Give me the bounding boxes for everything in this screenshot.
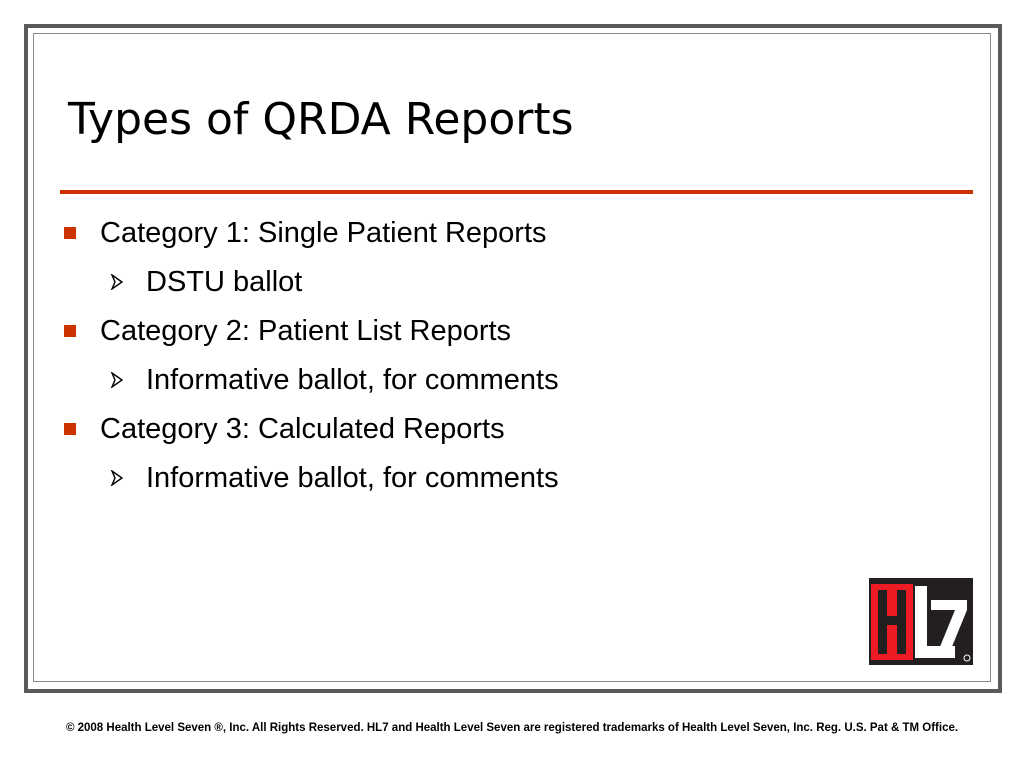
arrow-bullet-icon (110, 274, 124, 290)
square-bullet-icon (64, 325, 76, 337)
square-bullet-icon (64, 423, 76, 435)
bullet-text: Category 2: Patient List Reports (100, 315, 512, 347)
bullet-item (100, 213, 547, 253)
arrow-bullet-icon (110, 372, 124, 388)
bullet-text: Category 3: Calculated Reports (100, 413, 505, 445)
sub-bullet-text: DSTU ballot (146, 266, 303, 298)
hl7-logo (869, 578, 973, 665)
bullet-item (100, 311, 511, 351)
sub-bullet-item (146, 262, 302, 302)
slide-title: Types of QRDA Reports (68, 94, 574, 145)
hl7-logo-icon (869, 578, 973, 665)
sub-bullet-item (146, 360, 559, 400)
bullet-item (100, 409, 505, 449)
sub-bullet-text: Informative ballot, for comments (146, 364, 559, 396)
bullet-text: Category 1: Single Patient Reports (100, 217, 547, 249)
arrow-bullet-icon (110, 470, 124, 486)
sub-bullet-text: Informative ballot, for comments (146, 462, 559, 494)
title-divider (60, 190, 973, 194)
copyright-footer: © 2008 Health Level Seven ®, Inc. All Rights Reserved. HL7 and Health Level Seven are registered trademarks of Health Level Seven, Inc. Reg. U.S. Pat & TM Office. (65, 722, 959, 734)
sub-bullet-item (146, 458, 559, 498)
square-bullet-icon (64, 227, 76, 239)
